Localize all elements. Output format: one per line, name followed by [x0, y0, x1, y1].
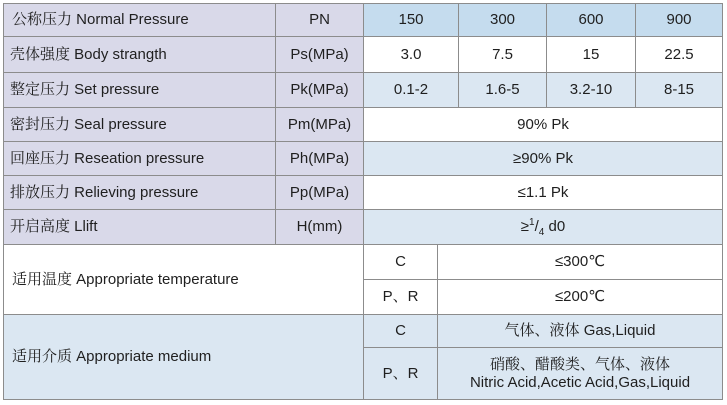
header-value-150: 150	[364, 4, 459, 37]
medium-value-line2: Nitric Acid,Acetic Acid,Gas,Liquid	[469, 373, 691, 391]
header-symbol: PN	[276, 4, 364, 37]
lift-numerator: 1	[529, 217, 535, 228]
lift-denominator: 4	[538, 227, 545, 238]
temperature-code: C	[364, 245, 438, 280]
row-label: 排放压力 Relieving pressure	[4, 176, 276, 210]
row-value: ≤1.1 Pk	[364, 176, 723, 210]
header-value-300: 300	[459, 4, 547, 37]
lift-prefix: ≥	[520, 218, 530, 235]
pressure-spec-table	[3, 3, 723, 400]
row-body-strength	[4, 37, 723, 73]
row-value: 3.0	[364, 37, 459, 73]
row-value: ≥90% Pk	[364, 142, 723, 176]
temperature-value: ≤200℃	[438, 280, 723, 315]
medium-label: 适用介质 Appropriate medium	[4, 315, 364, 400]
row-symbol: Pk(MPa)	[276, 73, 364, 108]
header-label: 公称压力 Normal Pressure	[4, 4, 276, 37]
row-label: 壳体强度 Body strangth	[4, 37, 276, 73]
temperature-value: ≤300℃	[438, 245, 723, 280]
row-label: 回座压力 Reseation pressure	[4, 142, 276, 176]
row-symbol: H(mm)	[276, 210, 364, 245]
row-label: 整定压力 Set pressure	[4, 73, 276, 108]
row-seal-pressure	[4, 108, 723, 142]
medium-code: P、R	[364, 348, 438, 400]
row-value: 90% Pk	[364, 108, 723, 142]
row-reseation-pressure	[4, 142, 723, 176]
row-relieving-pressure	[4, 176, 723, 210]
row-value: 0.1-2	[364, 73, 459, 108]
row-symbol: Pp(MPa)	[276, 176, 364, 210]
row-set-pressure	[4, 73, 723, 108]
row-medium-c	[4, 315, 723, 348]
row-symbol: Ps(MPa)	[276, 37, 364, 73]
row-value: 8-15	[636, 73, 723, 108]
medium-code: C	[364, 315, 438, 348]
row-value: 15	[547, 37, 636, 73]
row-label: 密封压力 Seal pressure	[4, 108, 276, 142]
header-value-900: 900	[636, 4, 723, 37]
row-value: $\ge^1/_4$ d0	[364, 210, 723, 245]
lift-suffix: d0	[544, 218, 566, 235]
medium-value-line1: 硝酸、醋酸类、气体、液体	[489, 355, 670, 373]
row-value: 22.5	[636, 37, 723, 73]
header-row	[4, 4, 723, 37]
temperature-code: P、R	[364, 280, 438, 315]
medium-value: 气体、液体 Gas,Liquid	[438, 315, 723, 348]
medium-value	[438, 348, 723, 400]
row-symbol: Pm(MPa)	[276, 108, 364, 142]
row-lift	[4, 210, 723, 245]
row-value: 7.5	[459, 37, 547, 73]
row-symbol: Ph(MPa)	[276, 142, 364, 176]
temperature-label: 适用温度 Appropriate temperature	[4, 245, 364, 315]
row-label: 开启高度 Llift	[4, 210, 276, 245]
row-value: 3.2-10	[547, 73, 636, 108]
header-value-600: 600	[547, 4, 636, 37]
row-value: 1.6-5	[459, 73, 547, 108]
row-temperature-c	[4, 245, 723, 280]
